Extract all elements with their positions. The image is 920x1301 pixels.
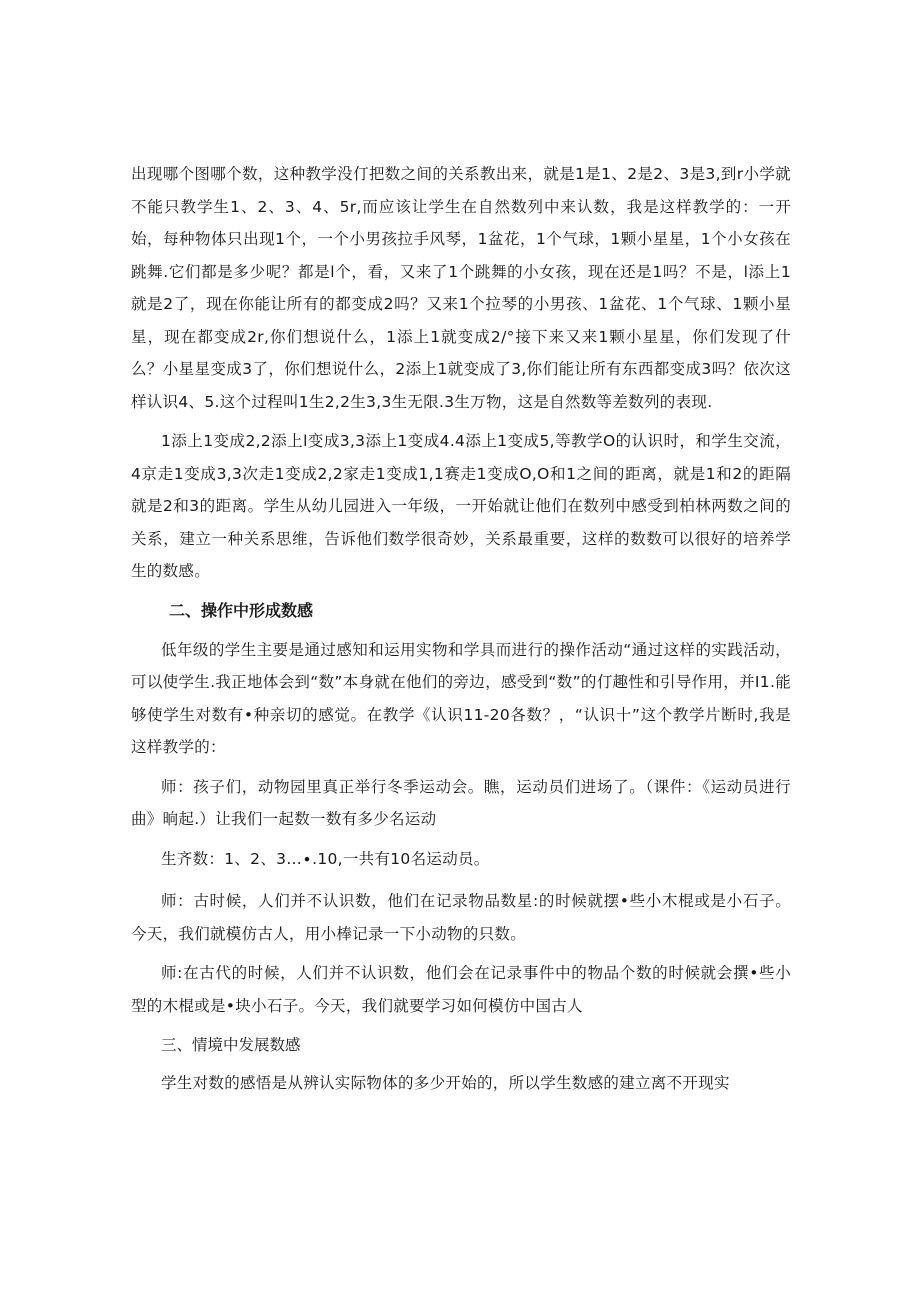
paragraph-situation-number-sense: 学生对数的感悟是从辨认实际物体的多少开始的，所以学生数感的建立离不开现实 — [161, 1074, 730, 1092]
paragraph-add-subtract-one: 1添上1变成2,2添上l变成3,3添上1变成4.4添上1变成5,等教学O的认识时，和学生交流，4京走1变成3,3次走1变成2,2家走1变成1,1赛走1变成O,O和1之间的距离，就是1和2的距隔就是2和3的距离。学生从幼儿园进入一年级，一开始就让他们在数列中感受到柏林两数之间的关系，建立一种关系思维，告诉他们数学很奇妙，关系最重要，这样的数数可以很好的培养学生的数感。 — [131, 432, 791, 580]
section-heading-operation: 二、操作中形成数感 — [169, 600, 314, 620]
paragraph-operation-activities: 低年级的学生主要是通过感知和运用实物和学具而进行的操作活动“通过这样的实践活动，可以使学生.我正地体会到“数”本身就在他们的旁边，感受到“数”的仃趣性和引导作用，并I1.能够使学生对数有•种亲切的感觉。在教学《认识11-20各数？，“认识十”这个教学片断时,我是这样教学的： — [131, 640, 791, 756]
paragraph-intro-counting: 出现哪个图哪个数，这种教学没仃把数之间的关系教出来，就是1是1、2是2、3是3,到r小学就不能只教学生1、2、3、4、5r,而应该让学生在自然数列中来认数，我是这样教学的：一开始，每种物体只出现1个，一个小男孩拉手风琴，1盆花，1个气球，1颗小星星，1个小女孩在跳舞.它们都是多少呢？都是l个，看，又来了1个跳舞的小女孩，现在还是1吗？不是，l添上1就是2了，现在你能让所有的都变成2吗？又来1个拉琴的小男孩、1盆花、1个气球、1颗小星星，现在都变成2r,你们想说什么，1添上1就变成2/°接下来又来1颗小星星，你们发现了什么？小星星变成3了，你们想说什么，2添上1就变成了3,你们能让所有东西都变成3吗？依次这样认识4、5.这个过程叫1生2,2生3,3生无限.3生万物，这是自然数等差数列的表现. — [131, 165, 791, 411]
paragraph-teacher-sports-meet: 师：孩子们，动物园里真正举行冬季运动会。瞧，运动员们进场了。（课件：《运动员进行曲》晌起.）让我们一起数一数有多少名运动 — [131, 777, 791, 828]
document-body — [131, 158, 791, 1107]
section-heading-situation: 三、情境中发展数感 — [161, 1036, 301, 1054]
paragraph-students-count: 生齐数：1、2、3…∙.10,一共有10名运动员。 — [161, 849, 490, 868]
paragraph-teacher-ancient-sticks: 师:在古代的时候，人们并不认识数，他们会在记录事件中的物品个数的时候就会撰•些小型的木棍或是•块小石子。今天，我们就要学习如何模仿中国古人 — [131, 964, 791, 1015]
paragraph-teacher-ancient-counting: 师：古时候，人们并不认识数，他们在记录物品数星:的时候就摆•些小木棍或是小石子。今天，我们就模仿古人，用小棒记录一下小动物的只数。 — [131, 892, 791, 943]
